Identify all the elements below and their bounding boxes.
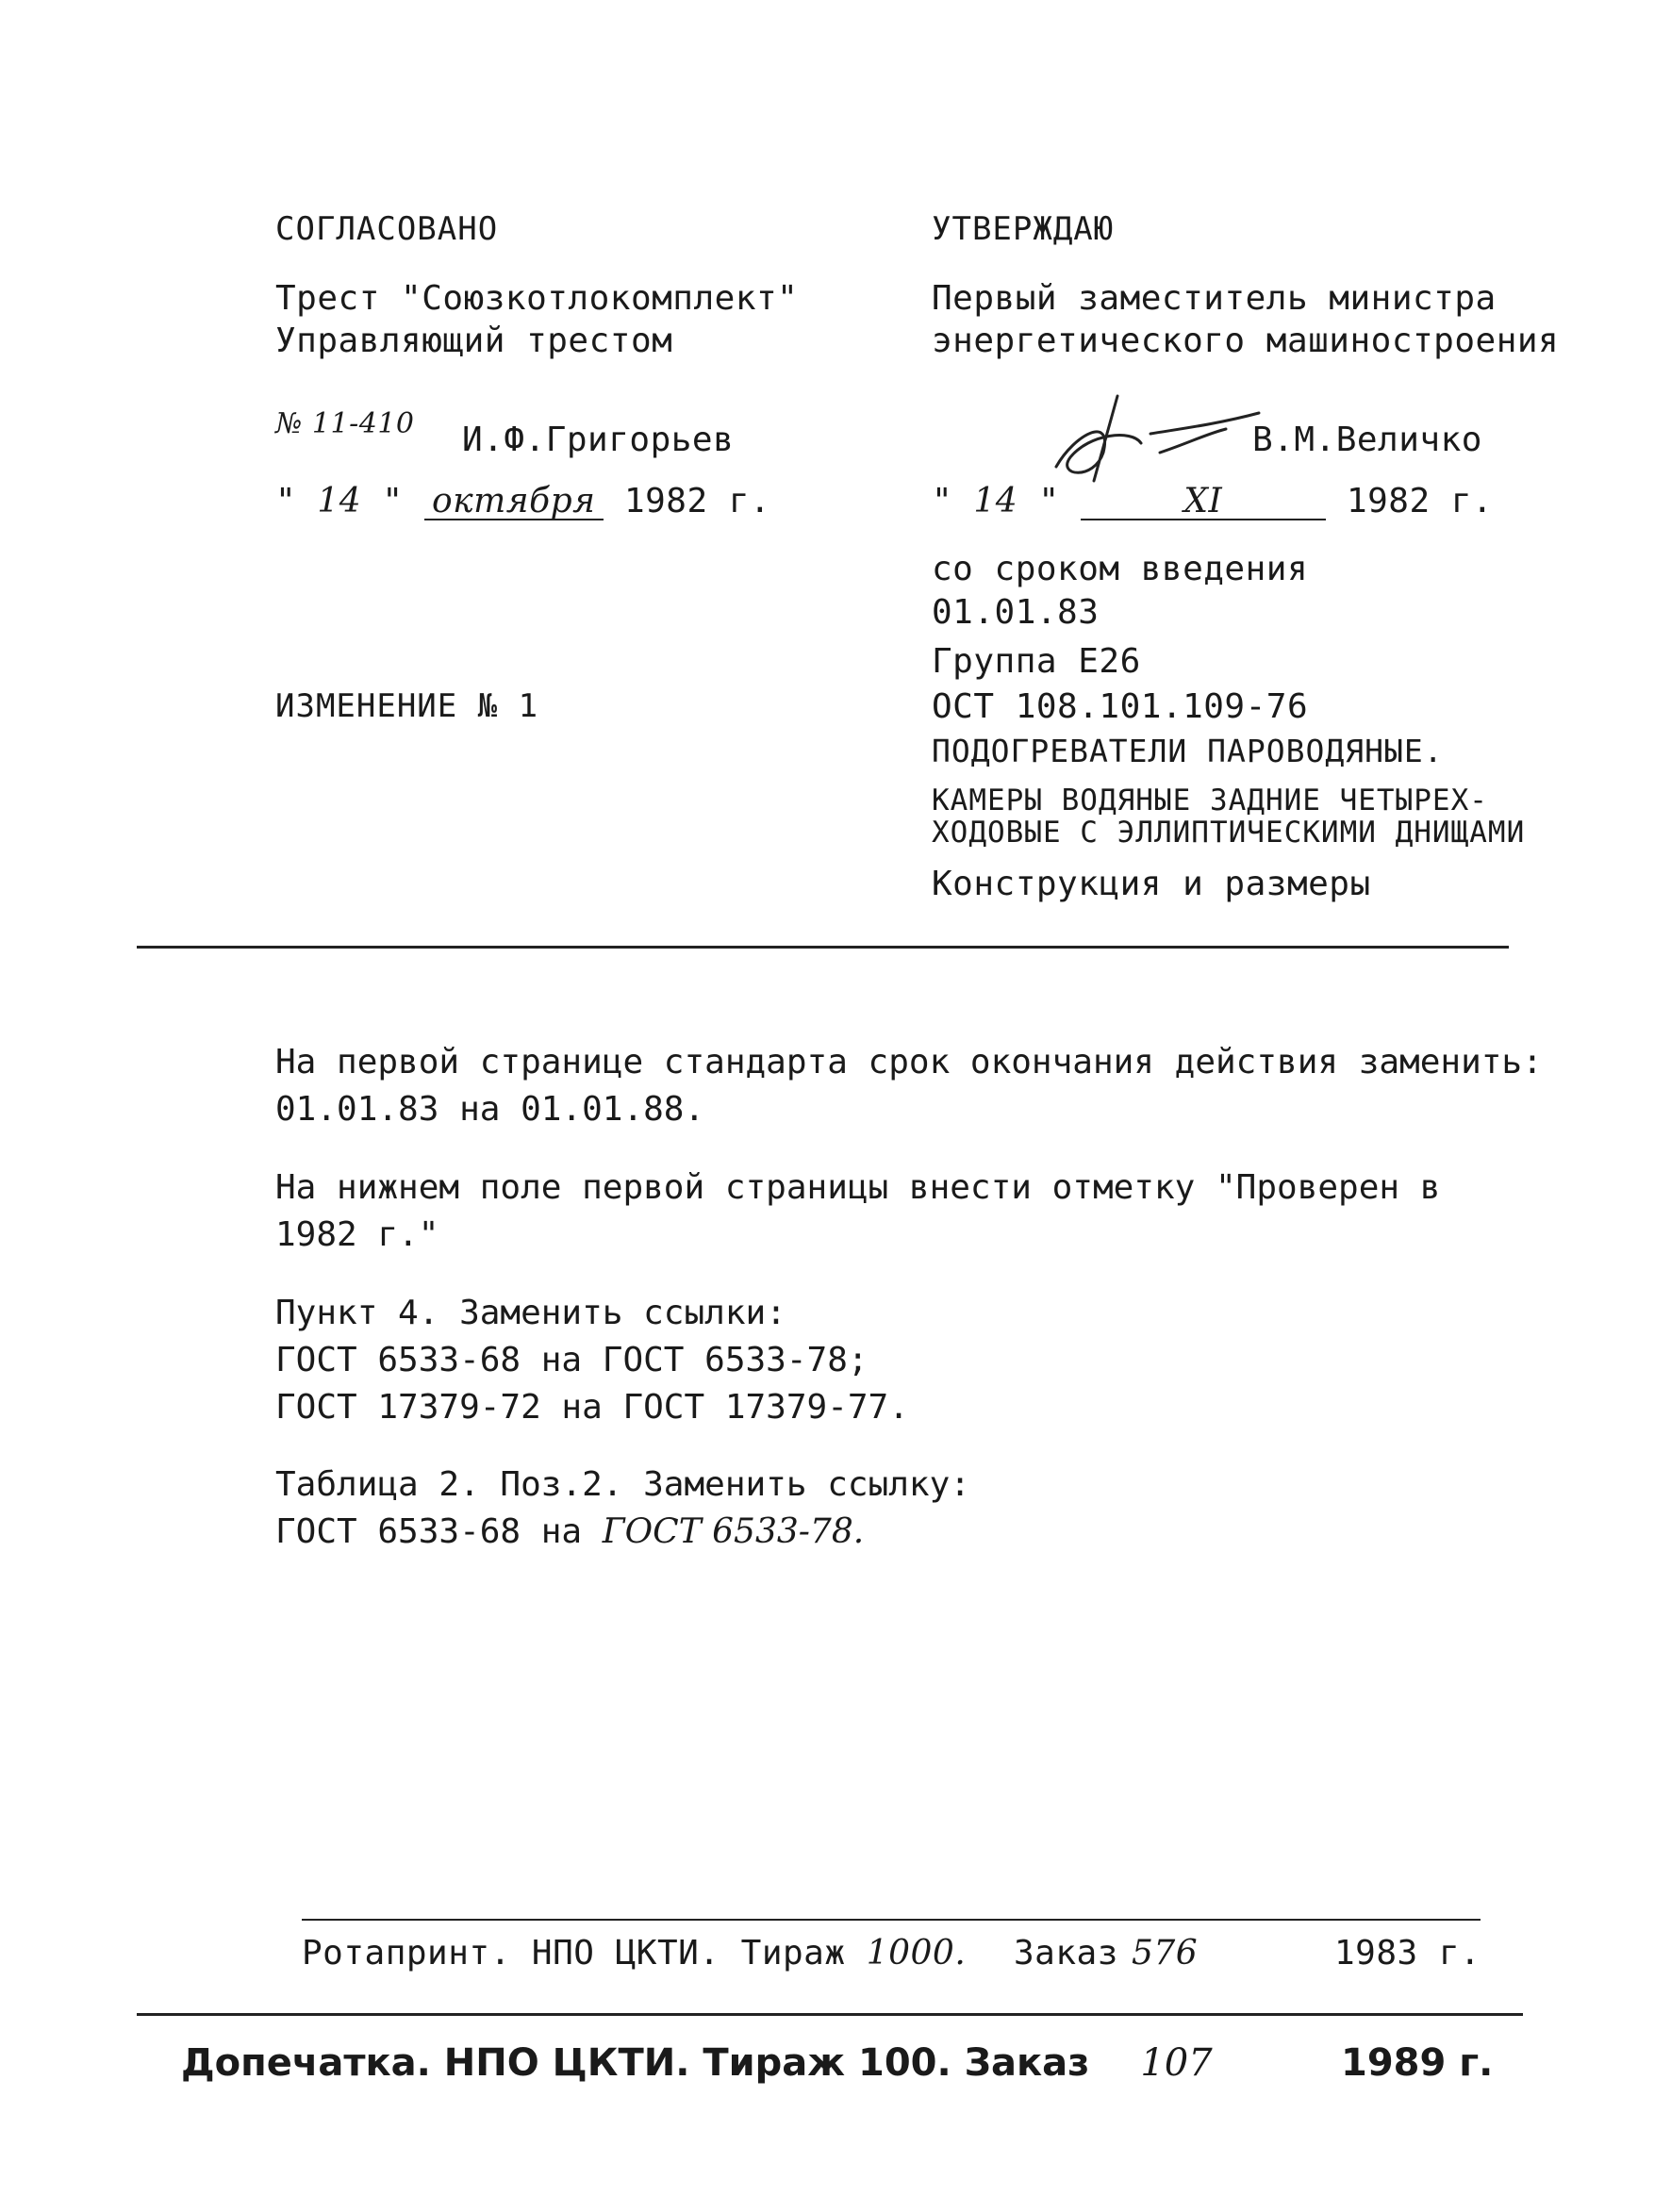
effective-label: со сроком введения [932,550,1309,588]
order-label: Заказ [1014,1934,1118,1973]
effective-date: 01.01.83 [932,593,1100,632]
paragraph-2-line2: 1982 г." [275,1215,439,1254]
date-left-month: октября [424,485,604,520]
date-left-day: 14 [317,482,362,520]
date-left: " 14 " октября 1982 г. [275,482,771,520]
changes-title: ИЗМЕНЕНИЕ № 1 [275,687,539,725]
date-right-day: 14 [973,482,1018,520]
date-right: " 14 " XI 1982 г. [932,482,1494,520]
organization-role: Управляющий трестом [275,322,673,360]
paragraph-3-line3: ГОСТ 17379-72 на ГОСТ 17379-77. [275,1388,909,1427]
standard-number: ОСТ 108.101.109-76 [932,687,1309,726]
print-label: Ротапринт. НПО ЦКТИ. Тираж [302,1934,846,1973]
paragraph-3-line2: ГОСТ 6533-68 на ГОСТ 6533-78; [275,1341,869,1379]
reprint-imprint [181,2039,1501,2088]
standard-title-line4: Конструкция и размеры [932,865,1371,903]
approval-header-left: СОГЛАСОВАНО [275,210,499,248]
approval-header-right: УТВЕРЖДАЮ [932,210,1115,248]
reprint-order: 107 [1140,2041,1213,2085]
standard-group: Группа Е26 [932,642,1141,681]
footer-separator-top [302,1919,1481,1921]
reprint-label: Допечатка. НПО ЦКТИ. Тираж 100. Заказ [181,2041,1090,2085]
paragraph-1-line2: 01.01.83 на 01.01.88. [275,1090,705,1129]
standard-title-line3: ХОДОВЫЕ С ЭЛЛИПТИЧЕСКИМИ ДНИЩАМИ [932,816,1526,850]
print-imprint [302,1933,1481,1974]
reprint-year: 1989 г. [1341,2041,1494,2085]
footer-separator-bottom [137,2013,1523,2016]
order-number: 576 [1132,1934,1199,1973]
approver-role-line1: Первый заместитель министра [932,279,1497,318]
paragraph-4-line2 [275,1509,864,1556]
paragraph-4-printed: ГОСТ 6533-68 на [275,1512,583,1551]
signer-right: В.М.Величко [1252,421,1482,459]
paragraph-1-line1: На первой странице стандарта срок окончания действия заменить: [275,1043,1543,1081]
print-run: 1000. [866,1934,967,1973]
approver-role-line2: энергетического машиностроения [932,322,1560,360]
header-separator [137,946,1509,949]
signer-left: И.Ф.Григорьев [462,421,735,459]
paragraph-4-handwritten: ГОСТ 6533-78. [602,1512,865,1551]
organization-name: Трест "Союзкотлокомплект" [275,279,799,318]
date-right-year: 1982 г. [1346,482,1494,520]
standard-title-line2: КАМЕРЫ ВОДЯНЫЕ ЗАДНИЕ ЧЕТЫРЕХ- [932,784,1488,817]
date-right-month: XI [1081,485,1326,520]
print-year: 1983 г. [1334,1934,1481,1973]
document-number: № 11-410 [275,407,415,440]
paragraph-2-line1: На нижнем поле первой страницы внести отметку "Проверен в [275,1168,1441,1207]
standard-title-line1: ПОДОГРЕВАТЕЛИ ПАРОВОДЯНЫЕ. [932,733,1444,769]
date-left-year: 1982 г. [623,482,771,520]
paragraph-3-line1: Пункт 4. Заменить ссылки: [275,1294,786,1332]
paragraph-4-line1: Таблица 2. Поз.2. Заменить ссылку: [275,1465,970,1504]
